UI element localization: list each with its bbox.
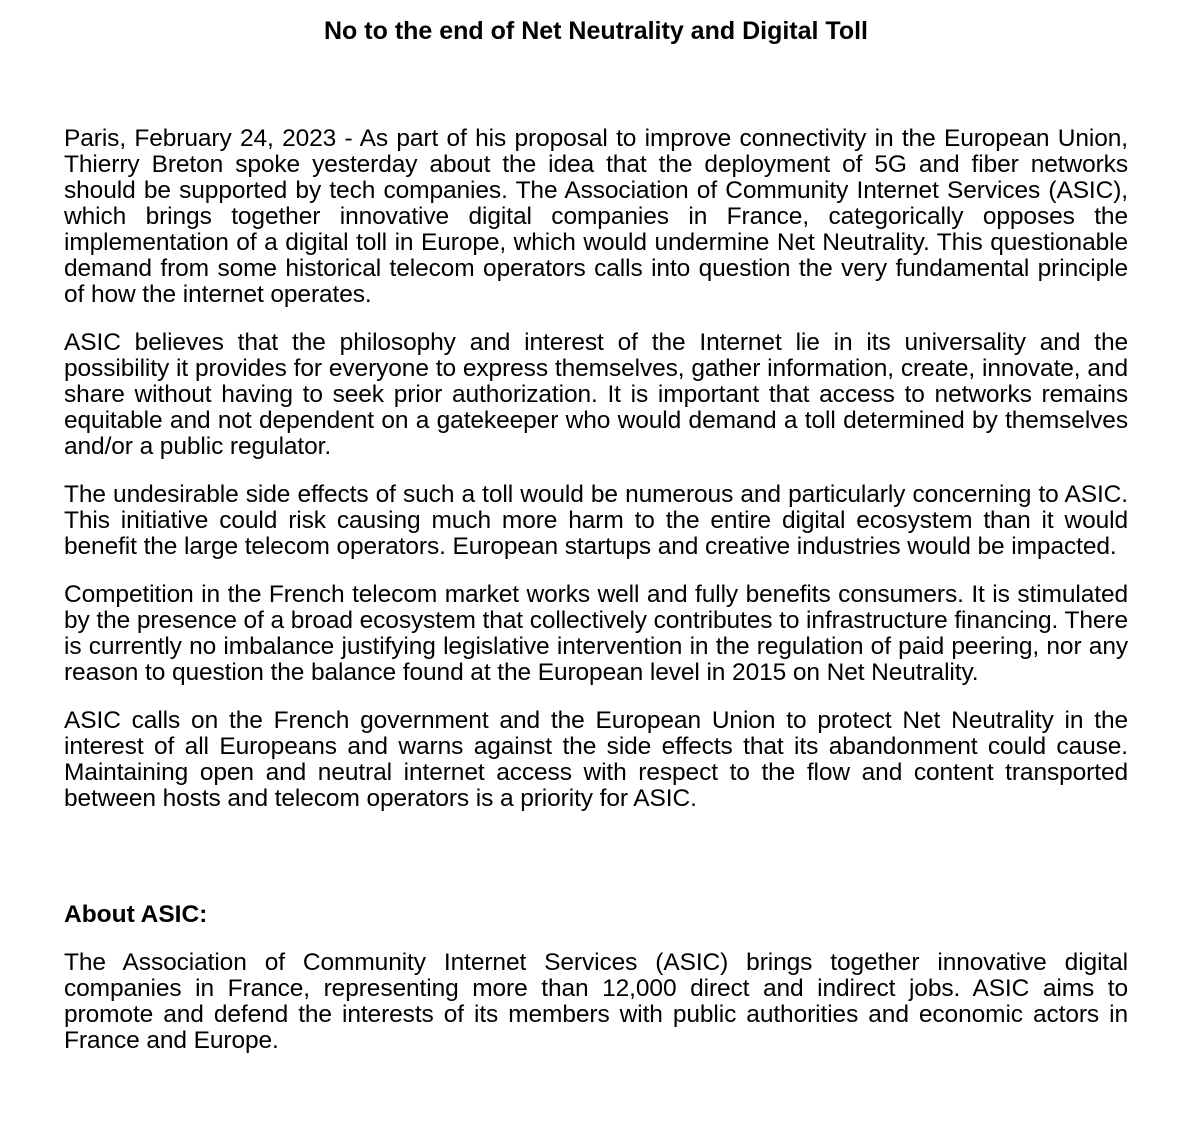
document-title: No to the end of Net Neutrality and Digital Toll [324, 17, 868, 45]
paragraph-philosophy: ASIC believes that the philosophy and interest of the Internet lie in its universality and the possibility it provides for everyone to express themselves, gather information, create, innovate, and share without having to seek prior authorization. It is important that access to networks remains equitable and not dependent on a gatekeeper who would demand a toll determined by themselves and/or a public regulator. [64, 329, 1128, 460]
paragraph-intro: Paris, February 24, 2023 - As part of his proposal to improve connectivity in the European Union, Thierry Breton spoke yesterday about the idea that the deployment of 5G and fiber networks should be supported by tech companies. The Association of Community Internet Services (ASIC), which brings together innovative digital companies in France, categorically opposes the implementation of a digital toll in Europe, which would undermine Net Neutrality. This questionable demand from some historical telecom operators calls into question the very fundamental principle of how the internet operates. [64, 125, 1128, 308]
paragraph-call-to-action: ASIC calls on the French government and the European Union to protect Net Neutrality in the interest of all Europeans and warns against the side effects that its abandonment could cause. Maintaining open and neutral internet access with respect to the flow and content transported between hosts and telecom operators is a priority for ASIC. [64, 707, 1128, 812]
about-text: The Association of Community Internet Services (ASIC) brings together innovative digital companies in France, representing more than 12,000 direct and indirect jobs. ASIC aims to promote and defend the interests of its members with public authorities and economic actors in France and Europe. [64, 949, 1128, 1054]
paragraph-competition: Competition in the French telecom market works well and fully benefits consumers. It is stimulated by the presence of a broad ecosystem that collectively contributes to infrastructure financing. There is currently no imbalance justifying legislative intervention in the regulation of paid peering, nor any reason to question the balance found at the European level in 2015 on Net Neutrality. [64, 581, 1128, 686]
document-page [64, 0, 1128, 1054]
paragraph-side-effects: The undesirable side effects of such a toll would be numerous and particularly concerning to ASIC. This initiative could risk causing much more harm to the entire digital ecosystem than it would benefit the large telecom operators. European startups and creative industries would be impacted. [64, 481, 1128, 560]
about-heading: About ASIC: [64, 901, 208, 928]
